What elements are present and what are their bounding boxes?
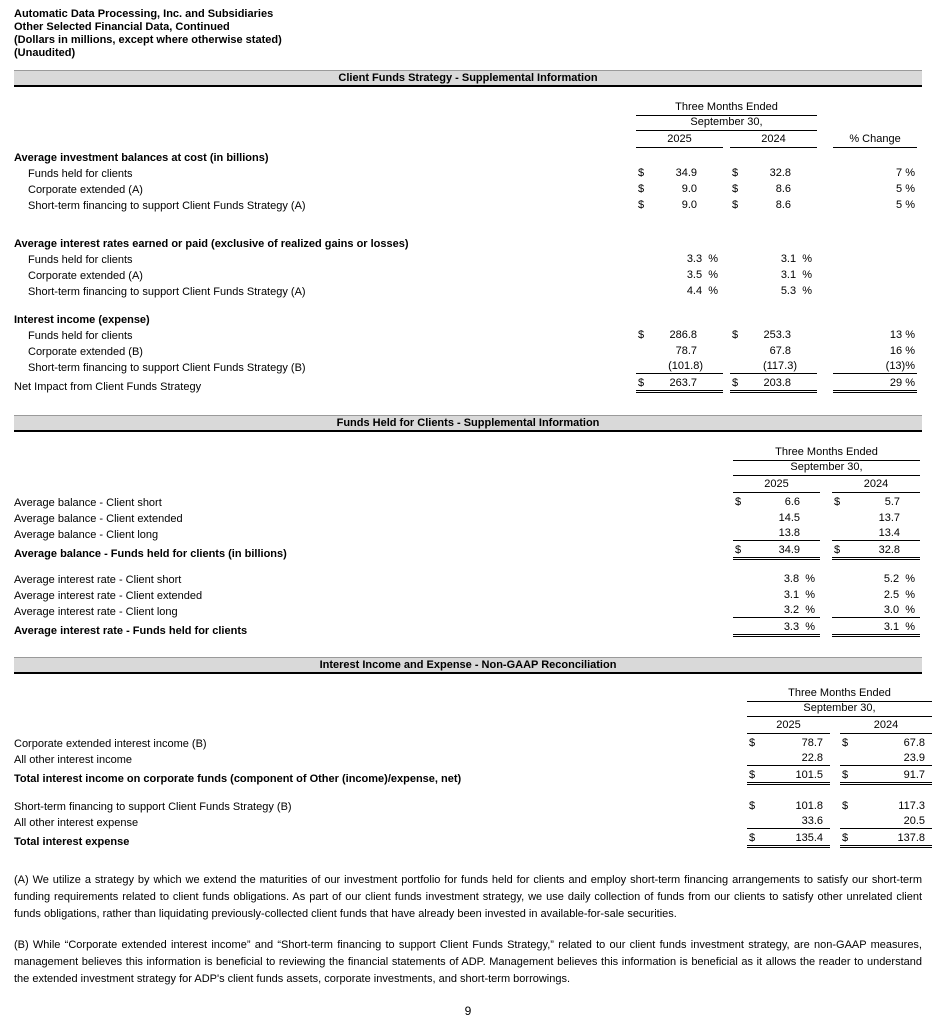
value-cell-2024	[730, 377, 817, 393]
pct-change-cell	[833, 199, 917, 212]
pct-change-cell	[833, 377, 917, 393]
value-cell-2025	[733, 496, 820, 509]
pct-change-cell	[833, 360, 917, 374]
value-cell-2025	[747, 737, 830, 750]
value-2025: 33.6	[801, 815, 823, 827]
value-cell-2024	[730, 285, 817, 298]
pct-change-cell	[833, 329, 917, 342]
row-label: Net Impact from Client Funds Strategy	[14, 381, 202, 393]
rate-2024: 5.2 %	[883, 573, 915, 585]
header-date-row	[14, 116, 922, 131]
value-cell-2025	[636, 269, 723, 282]
rate-2024: 5.3 %	[780, 285, 812, 297]
value-cell-2024	[840, 737, 932, 750]
table-row	[14, 750, 925, 766]
row-label: Short-term financing to support Client Funds Strategy (A)	[28, 286, 306, 298]
date-header: September 30,	[733, 461, 920, 476]
table-row	[14, 734, 925, 750]
value-2024: 23.9	[903, 752, 925, 764]
dollar-sign: $	[735, 496, 742, 508]
value-2025: 22.8	[801, 752, 823, 764]
value-2024: 67.8	[903, 737, 925, 749]
value-cell-2024	[840, 800, 932, 813]
period-header: Three Months Ended	[747, 687, 932, 702]
row-label: Short-term financing to support Client Funds Strategy (B)	[14, 801, 292, 813]
page-number: 9	[464, 1004, 472, 1018]
spacer	[14, 785, 922, 797]
rate-2024: 3.0 %	[883, 604, 915, 616]
value-cell-2024	[730, 329, 817, 342]
value-2025: (101.8)	[668, 360, 703, 372]
value-2025: 13.8	[778, 527, 800, 539]
section-title: Client Funds Strategy - Supplemental Information	[338, 72, 598, 84]
table-row	[14, 570, 922, 586]
value-cell-2025	[636, 199, 723, 212]
section-label: Average investment balances at cost (in billions)	[14, 152, 269, 164]
pct-change-cell	[833, 167, 917, 180]
value-2024: 253.3	[763, 329, 791, 341]
header-year-row	[14, 476, 922, 493]
value-2024: 203.8	[763, 377, 791, 389]
row-label: Short-term financing to support Client Funds Strategy (B)	[28, 362, 306, 374]
row-label: Average interest rate - Client extended	[14, 590, 203, 602]
value-cell-2025	[733, 512, 820, 525]
value-cell-2024	[730, 199, 817, 212]
footnote-b: (B) While “Corporate extended interest income” and “Short-term financing to support Client Funds Strategy,” related to our client funds investment strategy, are non-GAAP measures, management believes this information is beneficial to reviewing the financial statements of ADP. Management believes this information is beneficial as it allows the reader to understand the extended investment strategy for ADP's client funds assets, corporate investments, and short-term borrowings.	[14, 939, 922, 985]
row-label: Average interest rate - Client short	[14, 574, 182, 586]
value-cell-2024	[832, 621, 920, 637]
value-2025: 286.8	[669, 329, 697, 341]
value-cell-2025	[636, 377, 723, 393]
total-row	[14, 374, 922, 393]
pct-change: 5 %	[896, 183, 915, 195]
value-2024: 13.4	[878, 527, 900, 539]
table-row	[14, 326, 922, 342]
year-2024-header: 2024	[840, 719, 932, 734]
dollar-sign: $	[749, 800, 756, 812]
dollar-sign: $	[834, 544, 841, 556]
pct-change-cell	[833, 345, 917, 358]
row-label: Corporate extended (B)	[28, 346, 143, 358]
header-year-row	[14, 717, 922, 734]
value-cell-2025	[747, 769, 830, 785]
value-2025: 34.9	[675, 167, 697, 179]
period-header: Three Months Ended	[636, 101, 817, 116]
value-2024: 8.6	[775, 199, 791, 211]
row-label: Average balance - Funds held for clients (in billions)	[14, 548, 287, 560]
row-label: Average balance - Client short	[14, 497, 162, 509]
row-label: Corporate extended (A)	[28, 184, 143, 196]
rate-2025: 3.5 %	[686, 269, 718, 281]
total-row	[14, 829, 925, 848]
rate-2025: 3.2 %	[783, 604, 815, 616]
value-cell-2024	[832, 573, 920, 586]
section-row	[14, 234, 922, 250]
row-label: Average balance - Client extended	[14, 513, 183, 525]
section-title-bar	[14, 70, 922, 87]
dollar-sign: $	[732, 199, 739, 211]
header-period-row	[14, 687, 922, 702]
table-row	[14, 813, 925, 829]
value-cell-2025	[733, 544, 820, 560]
report-title: Other Selected Financial Data, Continued	[14, 21, 230, 33]
dollar-sign: $	[749, 832, 756, 844]
header-year-row	[14, 131, 922, 148]
value-2025: 14.5	[778, 512, 800, 524]
pct-change: (13)%	[885, 360, 915, 372]
date-header: September 30,	[747, 702, 932, 717]
value-cell-2025	[747, 815, 830, 829]
table-row	[14, 586, 922, 602]
value-2024: 32.8	[769, 167, 791, 179]
section-label: Interest income (expense)	[14, 314, 150, 326]
value-2025: 78.7	[801, 737, 823, 749]
rate-2025: 3.8 %	[783, 573, 815, 585]
unaudited-note: (Unaudited)	[14, 47, 76, 59]
header-period-row	[14, 101, 922, 116]
row-label: Funds held for clients	[28, 168, 133, 180]
total-row	[14, 618, 922, 637]
date-header: September 30,	[636, 116, 817, 131]
value-cell-2025	[733, 604, 820, 618]
value-cell-2025	[733, 527, 820, 541]
row-label: Average interest rate - Client long	[14, 606, 178, 618]
pct-change: 5 %	[896, 199, 915, 211]
dollar-sign: $	[732, 183, 739, 195]
dollar-sign: $	[638, 377, 645, 389]
value-cell-2025	[636, 183, 723, 196]
footnote-a: (A) We utilize a strategy by which we extend the maturities of our investment portfolio for funds held for clients and employ short-term financing arrangements to satisfy our short-term funding requirements related to client funds obligations. As part of our client funds investment strategy, we use daily collection of funds from our clients to satisfy other unrelated client funds obligations, rather than liquidating previously-collected client funds that have already been invested in available-for-sale securities.	[14, 874, 922, 920]
pct-change-header: % Change	[833, 133, 917, 148]
table-client-funds-strategy	[14, 70, 922, 393]
table-funds-held-for-clients	[14, 415, 922, 637]
rate-2024: 2.5 %	[883, 589, 915, 601]
period-header: Three Months Ended	[733, 446, 920, 461]
value-2024: 117.3	[898, 800, 925, 812]
value-cell-2024	[730, 167, 817, 180]
value-cell-2025	[747, 832, 830, 848]
value-2024: 67.8	[769, 345, 791, 357]
dollar-sign: $	[638, 199, 645, 211]
value-cell-2025	[747, 800, 830, 813]
table-row	[14, 266, 922, 282]
value-2024: 20.5	[903, 815, 925, 827]
header-period-row	[14, 446, 922, 461]
units-note: (Dollars in millions, except where otherwise stated)	[14, 34, 282, 46]
rate-2024: 3.1 %	[780, 269, 812, 281]
dollar-sign: $	[842, 800, 849, 812]
spacer	[14, 560, 922, 570]
value-2025: 135.4	[795, 832, 823, 844]
value-cell-2024	[832, 527, 920, 541]
row-label: Total interest expense	[14, 836, 130, 848]
section-title: Interest Income and Expense - Non-GAAP Reconciliation	[319, 659, 617, 671]
year-2025-header: 2025	[733, 478, 820, 493]
dollar-sign: $	[834, 496, 841, 508]
value-cell-2024	[832, 589, 920, 602]
pct-change-cell	[833, 183, 917, 196]
section-title-bar	[14, 657, 922, 674]
value-2024: 8.6	[775, 183, 791, 195]
table-row	[14, 196, 922, 212]
rate-2025: 3.3 %	[783, 621, 815, 633]
row-label: Funds held for clients	[28, 254, 133, 266]
year-2025-header: 2025	[636, 133, 723, 148]
section-title: Funds Held for Clients - Supplemental Information	[336, 417, 600, 429]
dollar-sign: $	[842, 832, 849, 844]
value-cell-2024	[840, 832, 932, 848]
section-row	[14, 148, 922, 164]
value-cell-2025	[636, 329, 723, 342]
table-row	[14, 250, 922, 266]
year-2024-header: 2024	[832, 478, 920, 493]
year-2024-header: 2024	[730, 133, 817, 148]
rate-2025: 3.1 %	[783, 589, 815, 601]
table-row	[14, 602, 922, 618]
value-cell-2025	[636, 285, 723, 298]
dollar-sign: $	[732, 167, 739, 179]
value-cell-2024	[840, 752, 932, 766]
value-cell-2025	[636, 345, 723, 358]
value-2025: 9.0	[681, 183, 697, 195]
value-2025: 34.9	[778, 544, 800, 556]
pct-change: 16 %	[889, 345, 915, 357]
spacer	[14, 298, 922, 310]
value-2025: 263.7	[669, 377, 697, 389]
dollar-sign: $	[842, 769, 849, 781]
rate-2025: 3.3 %	[686, 253, 718, 265]
value-cell-2024	[730, 360, 817, 374]
value-2025: 78.7	[675, 345, 697, 357]
header-date-row	[14, 702, 922, 717]
dollar-sign: $	[638, 167, 645, 179]
pct-change: 13 %	[889, 329, 915, 341]
value-cell-2025	[733, 621, 820, 637]
pct-change: 29 %	[889, 377, 915, 389]
value-cell-2024	[832, 604, 920, 618]
row-label: All other interest income	[14, 754, 132, 766]
value-cell-2025	[636, 253, 723, 266]
row-label: Funds held for clients	[28, 330, 133, 342]
value-2024: 32.8	[878, 544, 900, 556]
row-label: Short-term financing to support Client Funds Strategy (A)	[28, 200, 306, 212]
rate-2024: 3.1 %	[780, 253, 812, 265]
total-row	[14, 541, 922, 560]
value-2025: 9.0	[681, 199, 697, 211]
table-row	[14, 164, 922, 180]
table-row	[14, 358, 922, 374]
value-cell-2024	[730, 345, 817, 358]
value-2024: 5.7	[884, 496, 900, 508]
value-cell-2025	[636, 360, 723, 374]
value-cell-2025	[733, 589, 820, 602]
table-row	[14, 797, 925, 813]
dollar-sign: $	[749, 737, 756, 749]
section-row	[14, 310, 922, 326]
row-label: Corporate extended (A)	[28, 270, 143, 282]
value-cell-2024	[832, 496, 920, 509]
value-cell-2025	[636, 167, 723, 180]
value-cell-2024	[730, 253, 817, 266]
year-2025-header: 2025	[747, 719, 830, 734]
value-2025: 101.8	[795, 800, 823, 812]
value-2024: 13.7	[878, 512, 900, 524]
total-row	[14, 766, 925, 785]
value-2024: (117.3)	[762, 360, 797, 372]
value-cell-2024	[840, 769, 932, 785]
section-label: Average interest rates earned or paid (exclusive of realized gains or losses)	[14, 238, 409, 250]
dollar-sign: $	[842, 737, 849, 749]
dollar-sign: $	[732, 329, 739, 341]
header-date-row	[14, 461, 922, 476]
row-label: Average interest rate - Funds held for clients	[14, 625, 248, 637]
row-label: All other interest expense	[14, 817, 139, 829]
section-title-bar	[14, 415, 922, 432]
table-row	[14, 509, 922, 525]
dollar-sign: $	[638, 329, 645, 341]
value-cell-2025	[733, 573, 820, 586]
value-cell-2024	[840, 815, 932, 829]
row-label: Corporate extended interest income (B)	[14, 738, 207, 750]
table-row	[14, 180, 922, 196]
company-name: Automatic Data Processing, Inc. and Subsidiaries	[14, 8, 274, 20]
value-cell-2024	[832, 512, 920, 525]
row-label: Total interest income on corporate funds (component of Other (income)/expense, net)	[14, 773, 462, 785]
value-2025: 101.5	[795, 769, 823, 781]
value-cell-2025	[747, 752, 830, 766]
table-non-gaap-reconciliation	[14, 657, 925, 848]
dollar-sign: $	[749, 769, 756, 781]
row-label: Average balance - Client long	[14, 529, 159, 541]
footnotes	[14, 872, 922, 988]
spacer	[14, 212, 922, 234]
dollar-sign: $	[735, 544, 742, 556]
value-2024: 137.8	[897, 832, 925, 844]
value-2025: 6.6	[784, 496, 800, 508]
table-row	[14, 493, 922, 509]
dollar-sign: $	[732, 377, 739, 389]
value-cell-2024	[730, 269, 817, 282]
value-cell-2024	[730, 183, 817, 196]
table-row	[14, 282, 922, 298]
table-row	[14, 342, 922, 358]
dollar-sign: $	[638, 183, 645, 195]
document-header	[14, 8, 922, 60]
value-cell-2024	[832, 544, 920, 560]
rate-2025: 4.4 %	[686, 285, 718, 297]
table-row	[14, 525, 922, 541]
rate-2024: 3.1 %	[883, 621, 915, 633]
value-2024: 91.7	[903, 769, 925, 781]
pct-change: 7 %	[896, 167, 915, 179]
